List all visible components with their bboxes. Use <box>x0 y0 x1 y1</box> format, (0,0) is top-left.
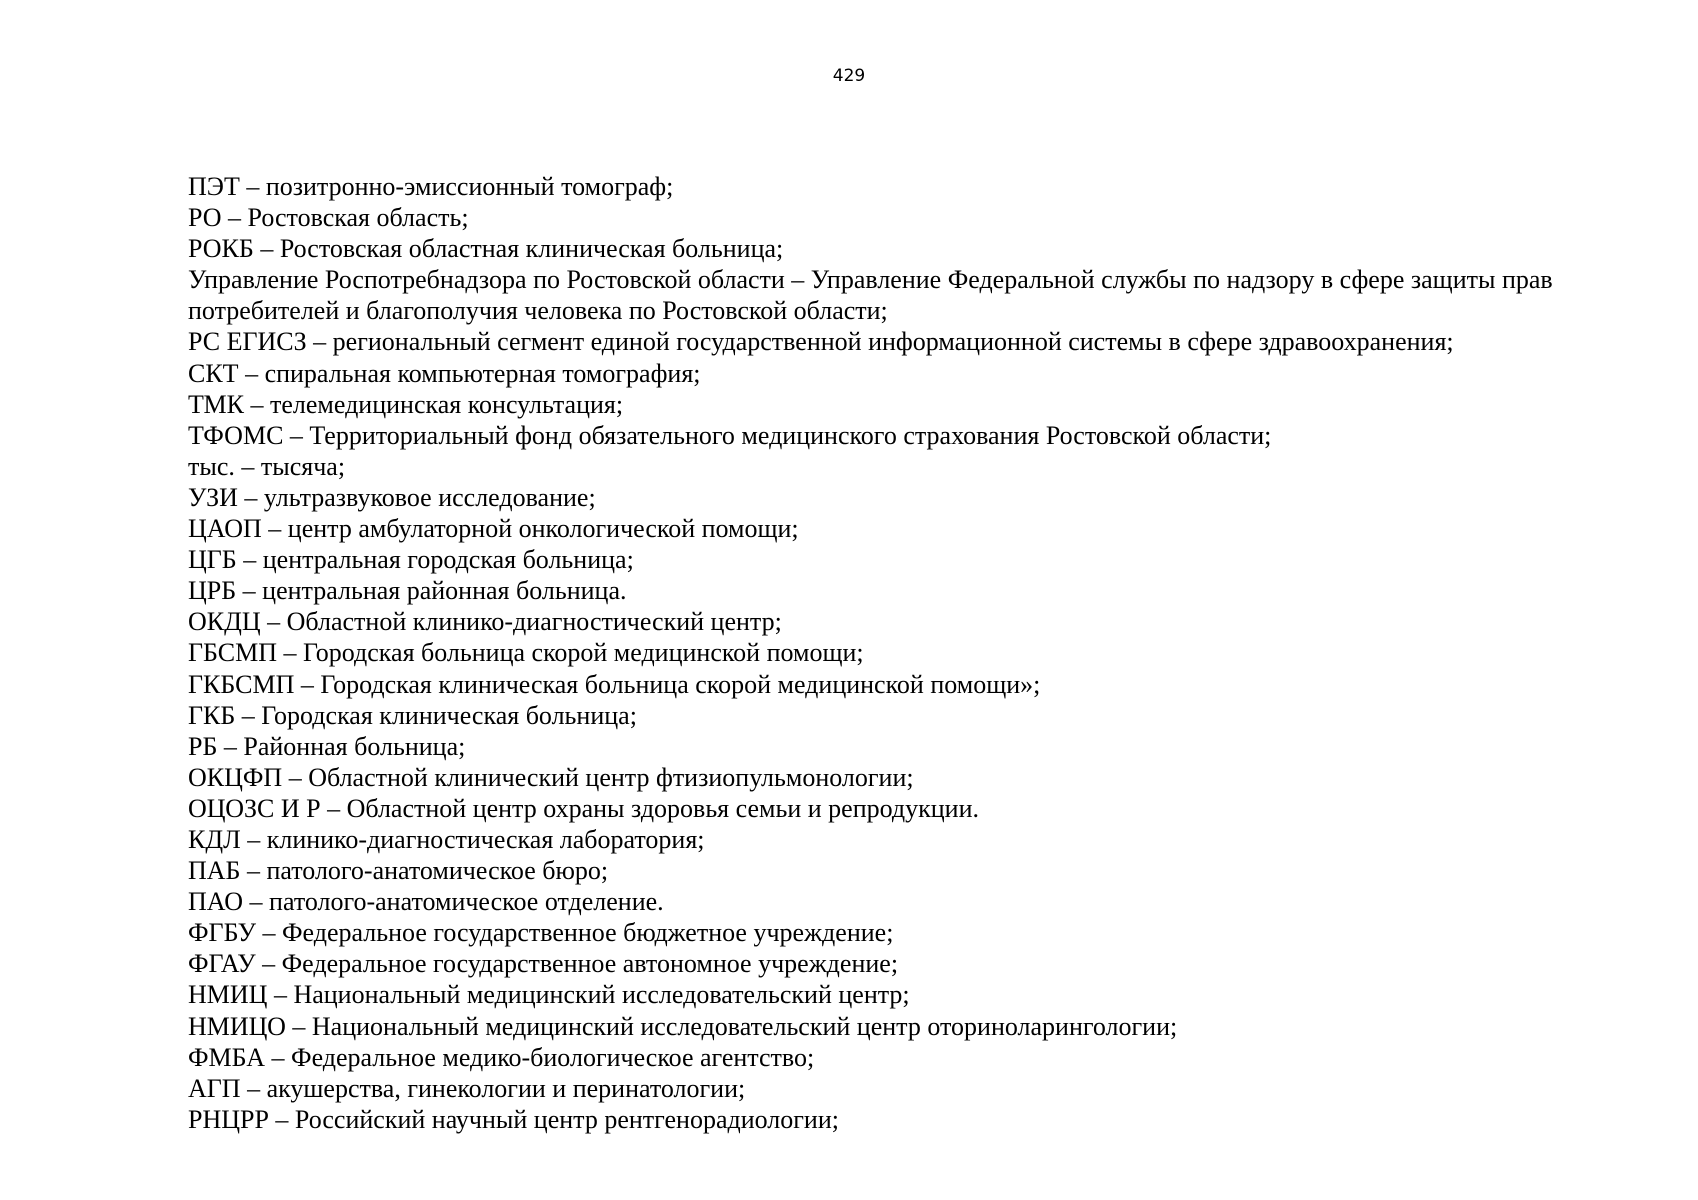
abbreviation-item: КДЛ – клинико-диагностическая лаборатория; <box>188 824 705 854</box>
abbreviation-item: ТМК – телемедицинская консультация; <box>188 389 624 419</box>
abbreviation-item: ФМБА – Федеральное медико-биологическое агентство; <box>188 1042 815 1072</box>
abbreviation-list <box>188 171 1628 1135</box>
abbreviation-item: ПЭТ – позитронно-эмиссионный томограф; <box>188 172 674 201</box>
abbreviation-item: РБ – Районная больница; <box>188 731 466 761</box>
abbreviation-item: ФГАУ – Федеральное государственное автономное учреждение; <box>188 949 899 979</box>
abbreviation-item: ГБСМП – Городская больница скорой медицинской помощи; <box>188 638 864 668</box>
abbreviation-item: РО – Ростовская область; <box>188 203 469 233</box>
abbreviation-item: ТФОМС – Территориальный фонд обязательного медицинского страхования Ростовской области; <box>188 420 1272 450</box>
abbreviation-item: ПАБ – патолого-анатомическое бюро; <box>188 856 609 886</box>
abbreviation-item: ЦАОП – центр амбулаторной онкологической помощи; <box>188 514 799 544</box>
abbreviation-item: РС ЕГИСЗ – региональный сегмент единой государственной информационной системы в сфере здравоохранения; <box>188 327 1454 357</box>
abbreviation-item: НМИЦО – Национальный медицинский исследовательский центр оториноларингологии; <box>188 1011 1178 1041</box>
abbreviation-item: ПАО – патолого-анатомическое отделение. <box>188 887 664 917</box>
abbreviation-item: ЦГБ – центральная городская больница; <box>188 545 634 575</box>
abbreviation-item: ОКДЦ – Областной клинико-диагностический центр; <box>188 607 782 637</box>
page-number: 429 <box>832 66 866 86</box>
abbreviation-item: РОКБ – Ростовская областная клиническая больница; <box>188 234 784 264</box>
abbreviation-item: ГКБ – Городская клиническая больница; <box>188 700 637 730</box>
abbreviation-item: НМИЦ – Национальный медицинский исследовательский центр; <box>188 980 910 1010</box>
abbreviation-item: ОКЦФП – Областной клинический центр фтизиопульмонологии; <box>188 762 914 792</box>
abbreviation-item: тыс. – тысяча; <box>188 451 346 481</box>
abbreviation-item: АГП – акушерства, гинекологии и перинатологии; <box>188 1073 746 1103</box>
abbreviation-item: ФГБУ – Федеральное государственное бюджетное учреждение; <box>188 918 894 948</box>
abbreviation-item: ОЦОЗС И Р – Областной центр охраны здоровья семьи и репродукции. <box>188 793 979 823</box>
abbreviation-item: ГКБСМП – Городская клиническая больница скорой медицинской помощи»; <box>188 669 1041 699</box>
abbreviation-item: СКТ – спиральная компьютерная томография; <box>188 358 701 388</box>
abbreviation-item: Управление Роспотребнадзора по Ростовской области – Управление Федеральной службы по надзору в сфере защиты прав потребителей и благополучия человека по Ростовской области; <box>188 265 1553 326</box>
abbreviation-item: ЦРБ – центральная районная больница. <box>188 576 627 606</box>
abbreviation-item: РНЦРР – Российский научный центр рентгенорадиологии; <box>188 1104 839 1134</box>
abbreviation-item: УЗИ – ультразвуковое исследование; <box>188 482 596 512</box>
